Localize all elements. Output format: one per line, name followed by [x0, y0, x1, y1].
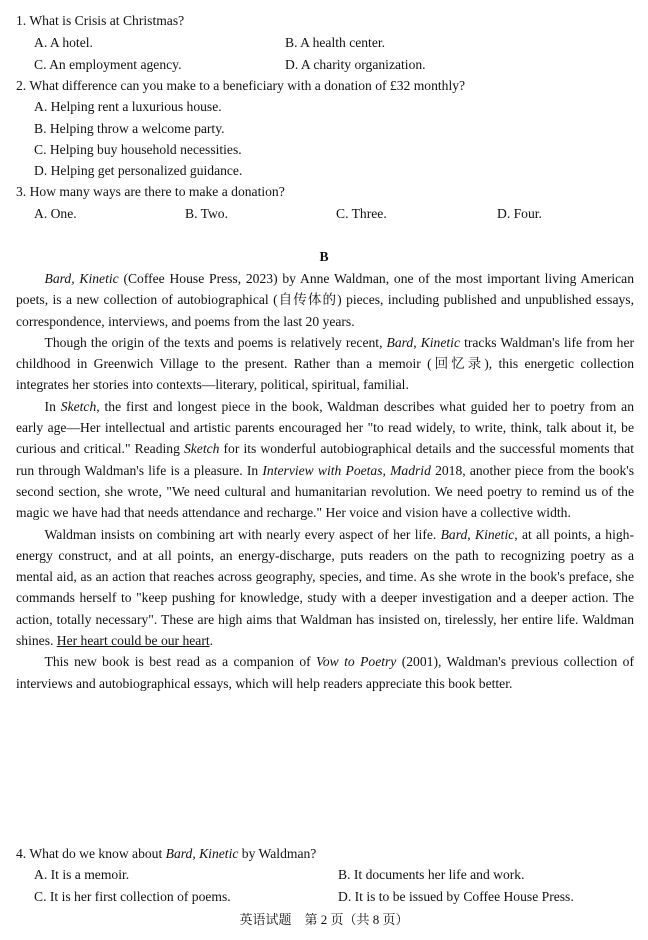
- passage-paragraph-2: Though the origin of the texts and poems is relatively recent, Bard, Kinetic tracks Waldman's life from her childhood in Greenwich Village to the present. Rather than a memoir (回忆录), this energetic collection integrates her stories into contexts—literary, political, spiritual, familial.: [16, 334, 634, 393]
- question-4-option-b: B. It documents her life and work.: [338, 867, 525, 882]
- question-4-stem: 4. What do we know about Bard, Kinetic by Waldman?: [16, 846, 317, 861]
- page-footer: 英语试题 第 2 页（共 8 页）: [239, 912, 409, 927]
- question-2-option-a: A. Helping rent a luxurious house.: [34, 99, 222, 114]
- question-2-option-c: C. Helping buy household necessities.: [34, 142, 242, 157]
- question-3-stem: 3. How many ways are there to make a donation?: [16, 184, 285, 199]
- question-2-option-d: D. Helping get personalized guidance.: [34, 163, 243, 178]
- piece-title: Sketch: [183, 441, 220, 457]
- question-3-option-d: D. Four.: [497, 206, 542, 221]
- piece-title: Interview with Poetas, Madrid: [262, 462, 431, 478]
- book-title: Bard, Kinetic: [165, 846, 239, 861]
- question-1-option-a: A. A hotel.: [34, 35, 93, 50]
- passage-paragraph-5: This new book is best read as a companion of Vow to Poetry (2001), Waldman's previous collection of interviews and autobiographical essays, which will help readers appreciate this book better.: [16, 654, 634, 691]
- book-title: Vow to Poetry: [316, 654, 397, 670]
- question-1-stem: 1. What is Crisis at Christmas?: [16, 13, 185, 28]
- question-4-option-c: C. It is her first collection of poems.: [34, 889, 231, 904]
- book-title: Bard, Kinetic: [44, 271, 119, 286]
- question-3-option-b: B. Two.: [185, 206, 228, 221]
- book-title: Bard, Kinetic: [386, 334, 460, 350]
- question-1-option-b: B. A health center.: [285, 35, 386, 50]
- question-4-option-d: D. It is to be issued by Coffee House Press.: [338, 889, 574, 904]
- question-4-option-a: A. It is a memoir.: [34, 867, 130, 882]
- question-3-option-c: C. Three.: [336, 206, 387, 221]
- question-1-option-d: D. A charity organization.: [285, 57, 426, 72]
- book-title: Bard, Kinetic: [440, 526, 515, 542]
- passage-paragraph-1: Bard, Kinetic (Coffee House Press, 2023) by Anne Waldman, one of the most important living American poets, is a new collection of autobiographical (自传体的) pieces, including published and unpublished essays, correspondence, interviews, and poems from the last 20 years.: [16, 271, 634, 329]
- question-2-option-b: B. Helping throw a welcome party.: [34, 121, 225, 136]
- underlined-sentence: Her heart could be our heart: [56, 633, 210, 649]
- question-3-option-a: A. One.: [34, 206, 77, 221]
- question-2-stem: 2. What difference can you make to a beneficiary with a donation of £32 monthly?: [16, 78, 466, 93]
- piece-title: Sketch: [60, 398, 97, 414]
- section-title: B: [319, 249, 329, 264]
- passage-paragraph-4: Waldman insists on combining art with nearly every aspect of her life. Bard, Kinetic, at all points, a high-energy construct, and at all points, an energy-discharge, puts readers on the path to recognizing poetry as a mental aid, as an action that reaches across geography, species, and time. As she wrote in the book's preface, she commands herself to "keep pushing for knowledge, study with a deeper investigation and a deeper action. The action, totally necessary". These are high aims that Waldman has insisted on, tirelessly, her entire life. Waldman shines. Her heart could be our heart.: [16, 526, 634, 649]
- question-1-option-c: C. An employment agency.: [34, 57, 182, 72]
- passage-b: [16, 268, 634, 694]
- passage-paragraph-3: In Sketch, the first and longest piece in the book, Waldman describes what guided her to poetry from an early age—Her intellectual and artistic parents encouraged her "to read widely, to write, think, talk about it, be curious and critical." Reading Sketch for its wonderful autobiographical details and the successful moments that run through Waldman's life is a pleasure. In Interview with Poetas, Madrid 2018, another piece from the book's second section, she wrote, "We need cultural and humanitarian revolution. We need poetry to remind us of the magic we have had that needs attendance and recharge." Her voice and vision have a collective width.: [16, 398, 634, 521]
